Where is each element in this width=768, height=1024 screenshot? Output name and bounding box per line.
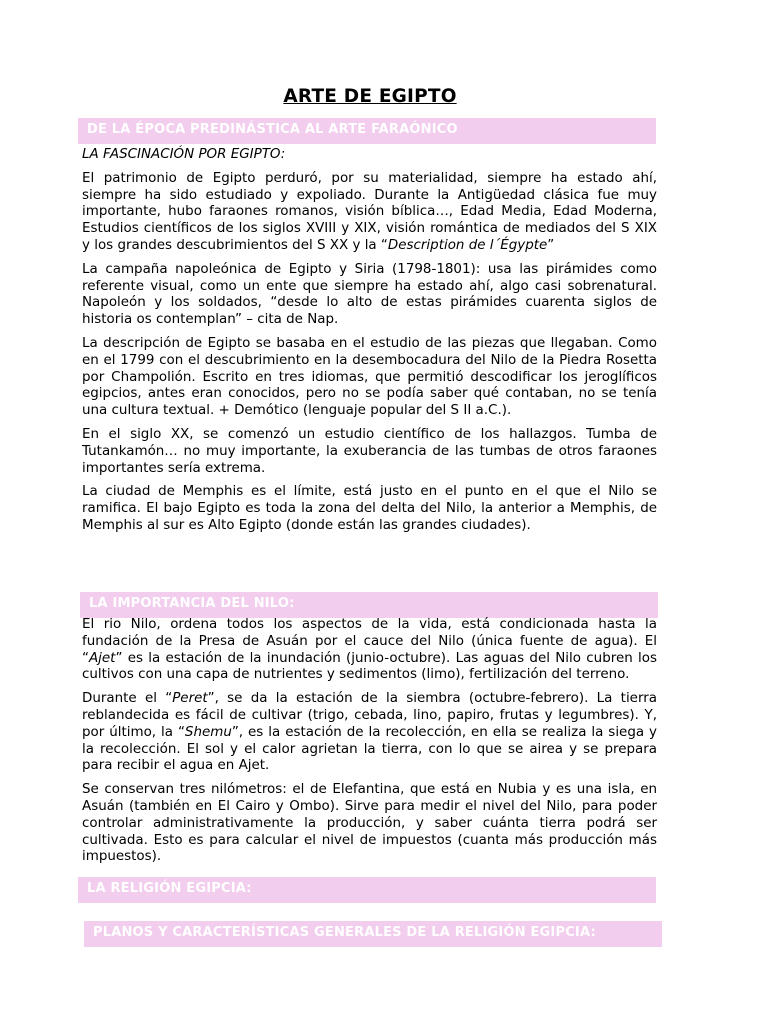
paragraph: Durante el “Peret”, se da la estación de la siembra (octubre-febrero). La tierra reblandecida es fácil de cultivar (trigo, cebada, lino, papiro, frutas y legumbres). Y, por último, la “Shemu”, es la estación de la recolección, en ella se realiza la siega y la recolección. El sol y el calor agrietan la tierra, con lo que se airea y se prepara para recibir el agua en Ajet. xyxy=(82,691,657,774)
paragraph: Se conservan tres nilómetros: el de Elefantina, que está en Nubia y es una isla, en Asuán (también en El Cairo y Ombo). Sirve para medir el nivel del Nilo, para poder controlar administrativamente la producción, y saber cuánta tierra podrá ser cultivada. Esto es para calcular el nivel de impuestos (cuanta más producción más impuestos). xyxy=(82,782,657,865)
paragraph: La descripción de Egipto se basaba en el estudio de las piezas que llegaban. Como en el 1799 con el descubrimiento en la desembocadura del Nilo de la Piedra Rosetta por Champolión. Escrito en tres idiomas, que permitió descodificar los jeroglíficos egipcios, antes eran conocidos, pero no se podía saber qué contaban, no se tenía una cultura textual. + Demótico (lenguaje popular del S II a.C.). xyxy=(82,335,657,419)
section-heading-epoca: DE LA ÉPOCA PREDINÁSTICA AL ARTE FARAÓNICO xyxy=(78,118,656,144)
section-heading-nilo: LA IMPORTANCIA DEL NILO: xyxy=(80,592,658,618)
section-body-epoca xyxy=(82,147,657,542)
section-heading-religion: LA RELIGIÓN EGIPCIA: xyxy=(78,877,656,903)
document-title: ARTE DE EGIPTO xyxy=(283,86,457,107)
subheading-fascinacion: LA FASCINACIÓN POR EGIPTO: xyxy=(82,147,286,162)
paragraph: En el siglo XX, se comenzó un estudio científico de los hallazgos. Tumba de Tutankamón… no muy importante, la exuberancia de las tumbas de otros faraones importantes sería extrema. xyxy=(82,426,657,476)
paragraph: La campaña napoleónica de Egipto y Siria (1798-1801): usa las pirámides como referente visual, como un ente que siempre ha estado ahí, algo casi sobrenatural. Napoleón y los soldados, “desde lo alto de estas pirámides cuarenta siglos de historia os contemplan” – cita de Nap. xyxy=(82,261,657,328)
paragraph: La ciudad de Memphis es el límite, está justo en el punto en el que el Nilo se ramifica. El bajo Egipto es toda la zona del delta del Nilo, la anterior a Memphis, de Memphis al sur es Alto Egipto (donde están las grandes ciudades). xyxy=(82,484,657,533)
paragraph: El rio Nilo, ordena todos los aspectos de la vida, está condicionada hasta la fundación de la Presa de Asuán por el cauce del Nilo (única fuente de agua). El “Ajet” es la estación de la inundación (junio-octubre). Las aguas del Nilo cubren los cultivos con una capa de nutrientes y sedimentos (limo), fertilización del terreno. xyxy=(82,617,657,683)
section-heading-planos: PLANOS Y CARACTERÍSTICAS GENERALES DE LA RELIGIÓN EGIPCIA: xyxy=(84,921,662,947)
paragraph: El patrimonio de Egipto perduró, por su materialidad, siempre ha estado ahí, siempre ha sido estudiado y expoliado. Durante la Antigüedad clásica fue muy importante, hubo faraones romanos, visión bíblica…, Edad Media, Edad Moderna, Estudios científicos de los siglos XVIII y XIX, visión romántica de mediados del S XIX y los grandes descubrimientos del S XX y la “Description de l´Égypte” xyxy=(82,170,657,253)
section-body-nilo xyxy=(82,617,657,873)
